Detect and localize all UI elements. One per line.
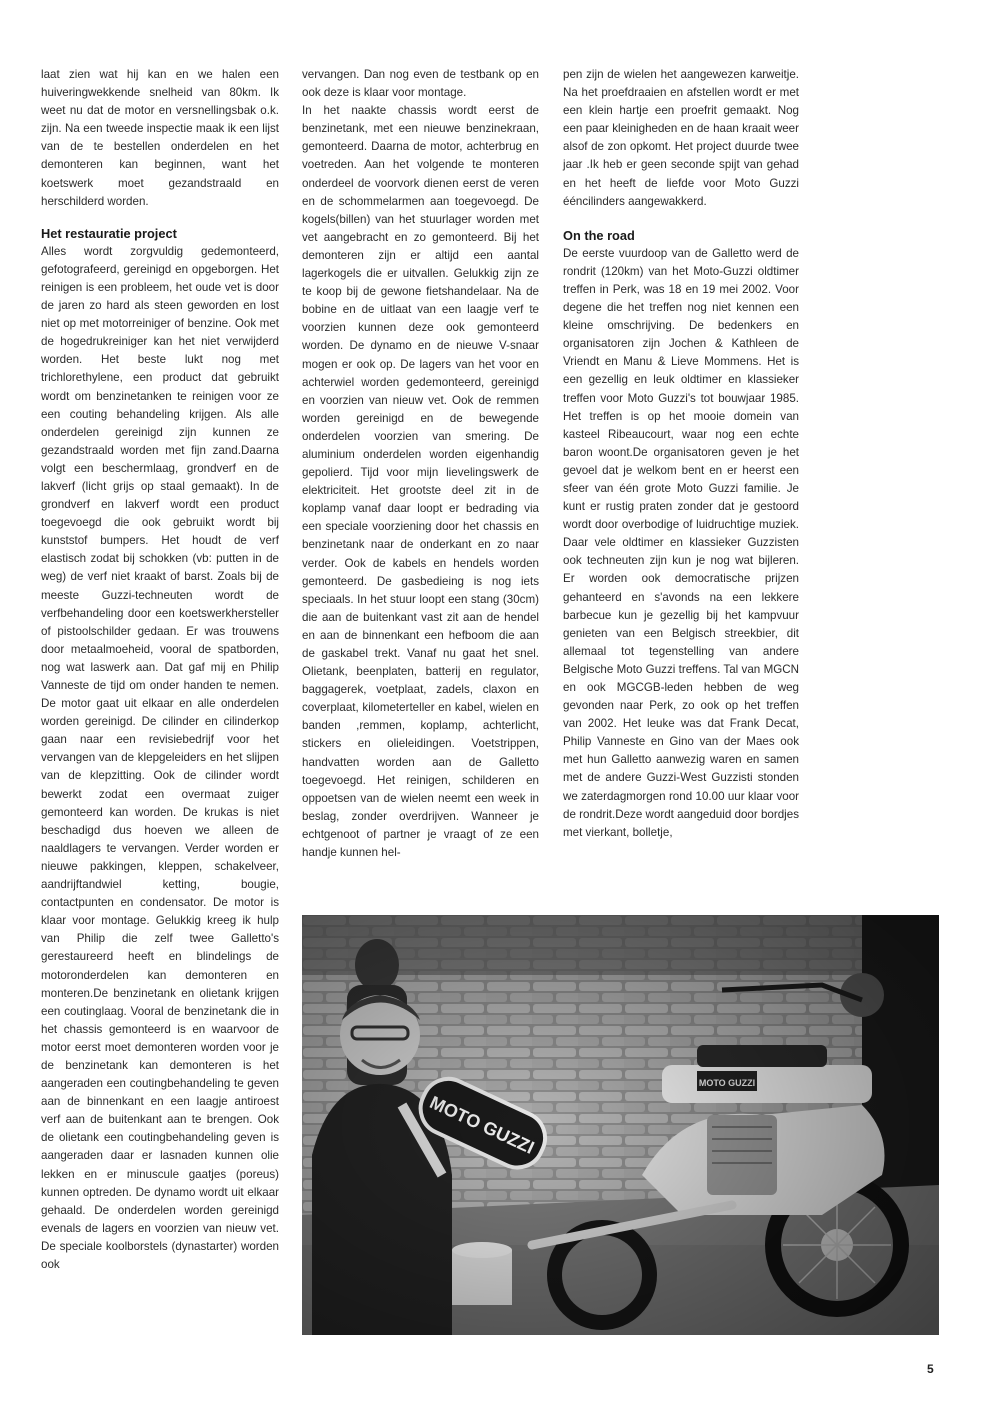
paragraph: pen zijn de wielen het aangewezen karweitje. Na het proefdraaien en afstellen wordt er met een klein hartje een proefrit gemaakt. Nog een paar kleinigheden en de haan kraait weer alsof de zon opkomt. Het project duurde twee jaar .Ik heb er geen seconde spijt van gehad en het heeft de liefde voor Moto Guzzi ééncilinders aangewakkerd.: [563, 68, 799, 208]
section-heading-restauratie: Het restauratie project: [41, 225, 177, 241]
paragraph: vervangen. Dan nog even de testbank op en ook deze is klaar voor montage.: [302, 68, 539, 100]
text-column-3: [563, 66, 799, 842]
paragraph: In het naakte chassis wordt eerst de benzinetank, met een nieuwe benzinekraan, gemonteerd. Daarna de motor, achterbrug en voetreden. Aan het volgende te monteren onderdeel de voorvork dienen eerst de veren en de schommelarmen aan toegevoegd. De kogels(billen) van het stuurlager worden met vet aangebracht en zo gemonteerd. Bij het demonteren zijn er altijd een aantal lagerkogels die er uitvallen. Gelukkig zijn ze te koop bij de gewone fietshandelaar. Na de bobine en de uitlaat van een laagje verf te voorzien kunnen deze ook gemonteerd worden. De dynamo en de nieuwe V-snaar mogen er ook op. De lagers van het voor en achterwiel worden gedemonteerd, gereinigd en voorzien van nieuw vet. Ook de remmen worden gereinigd en de bewegende onderdelen voorzien van smering. De aluminium onderdelen worden eigenhandig gepolierd. Tijd voor mijn lievelingswerk de elektriciteit. Het grootste deel zit in de koplamp vanaf daar loopt er bedrading via een speciale voorziening door het chassis en benzinetank naar de onderkant en zo naar verder. Ook de kabels en hendels worden gemonteerd. De gasbedieing is nog iets speciaals. In het stuur loopt een stang (30cm) die aan de buitenkant vast zit aan de hendel en aan de binnenkant een hefboom die aan de gaskabel trekt. Vanaf nu gaat het snel. Olietank, beenplaten, batterij en regulator, baggagerek, voetplaat, zadels, claxon en coverplaat, kilometerteller en kabel, wielen en banden ,remmen, koplamp, achterlicht, stickers en olieleidingen. Voetstrippen, handvatten worden aan de Galletto toegevoegd. Het reinigen, schilderen en oppoetsen van de wielen neemt een week in beslag, zonder overdrijven. Wanneer je echtgenoot of partner je vraagt of ze een handje kunnen hel-: [302, 104, 539, 860]
text-column-1: [41, 66, 279, 1274]
page-number: 5: [927, 1362, 934, 1376]
section-heading-on-the-road: On the road: [563, 227, 635, 243]
text-column-2: [302, 66, 539, 862]
motorcycle-photo: [302, 915, 939, 1335]
paragraph: De eerste vuurdoop van de Galletto werd de rondrit (120km) van het Moto-Guzzi oldtimer treffen in Perk, was 18 en 19 mei 2002. Voor degene die het treffen nog niet kennen een kleine omschrijving. De bedenkers en organisatoren zijn Jochen & Kathleen de Vriendt en Manu & Lieve Mommens. Het is een gezellig en leuk oldtimer en klassieker treffen voor Moto Guzzi's tot bouwjaar 1985. Het treffen is op het mooie domein van kasteel Ribeaucourt, waar nog een echte baron woont.De organisatoren geven je het gevoel dat je welkom bent en er heerst een sfeer van één grote Moto Guzzi familie. Je kunt er rustig praten zonder dat je gestoord wordt door overbodige of luidruchtige muziek. Daar vele oldtimer en klassieker Guzzisten ook techneuten zijn kun je nog wat bijleren. Er worden ook democratische prijzen gehanteerd en s'avonds na een lekkere barbecue kun je gezellig bij het kampvuur genieten van een Belgisch streekbier, dit allemaal tot tegenstelling van andere Belgische Moto Guzzi treffens. Tal van MGCN en ook MGCGB-leden hebben de weg gevonden naar Perk, zo ook op het treffen van 2002. Het leuke was dat Frank Decat, Philip Vanneste en Gino van der Maes ook met hun Galletto aanwezig waren en samen met de andere Guzzi-West Guzzisti stonden we zaterdagmorgen rond 10.00 uur klaar voor de rondrit.Deze wordt aangeduid door bordjes met vierkant, bolletje,: [563, 246, 799, 839]
paragraph: laat zien wat hij kan en we halen een huiveringwekkende snelheid van 80km. Ik weet nu dat de motor en versnellingsbak o.k. zijn. Na een tweede inspectie maak ik een lijst van de te bestellen onderdelen en het demonteren kan beginnen, want het koetswerk moet gezandstraald en herschilderd worden.: [41, 68, 279, 208]
paragraph: Alles wordt zorgvuldig gedemonteerd, gefotografeerd, gereinigd en opgeborgen. Het reinigen is een probleem, het oude vet is door de jaren zo hard als steen geworden en lost niet op met motorreiniger of benzine. Ook met de hogedrukreiniger kan het niet verwijderd worden. Het beste lukt nog met trichlorethylene, een product dat gebruikt wordt om benzinetanken te reinigen voor ze een couting behandeling krijgen. Als alle onderdelen gereinigd zijn kunnen ze gezandstraald worden met fijn zand.Daarna volgt een beschermlaag, grondverf en de lakverf (licht grijs op staal gemaakt). In de grondverf en lakverf wordt een product toegevoegd die ook gebruikt wordt bij kunststof bumpers. Het houdt de verf elastisch zodat bij schokken (vb: putten in de weg) de verf niet kraakt of barst. Zoals bij de meeste Guzzi-techneuten wordt de verfbehandeling door een koetswerkhersteller of pistoolschilder gedaan. Er was trouwens door metaalmoeheid, vooral de spatborden, nog wat laswerk aan. Dat gaf mij en Philip Vanneste de tijd om onder handen te nemen. De motor gaat uit elkaar en alle onderdelen worden gereinigd. De cilinder en cilinderkop gaan naar een revisiebedrijf voor het vervangen van de klepgeleiders en het slijpen van de klepzitting. Ook de cilinder wordt bewerkt zodat een overmaat zuiger gemonteerd kan worden. De krukas is niet beschadigd dus hoeven we alleen de naaldlagers te vervangen. Verder worden er nieuwe pakkingen, kleppen, schakelveer, aandrijftandwiel ketting, bougie, contactpunten en condensator. De motor is klaar voor montage. Gelukkig kreeg ik hulp van Philip die zelf twee Galletto's gerestaureerd heeft en blindelings de motoronderdelen kan demonteren en monteren.De benzinetank en olietank krijgen een coutinglaag. Vooral de benzinetank die in het chassis gemonteerd is en waarvoor de motor eerst moet demonteren worden voor je de benzinetank kan demonteren is het aangeraden een coutingbehandeling te geven aan de binnenkant en een laagje antiroest verf aan de buitenkant aan te brengen. Ook de olietank een coutingbehandeling geven is aangeraden daar er lasnaden kunnen olie lekken en er minuscule gaatjes (poreus) kunnen optreden. De dynamo wordt uit elkaar gehaald. De onderdelen worden gereinigd evenals de lagers en voorzien van nieuw vet. De speciale koolborstels (dynastarter) worden ook: [41, 244, 279, 1271]
motorcycle-photo-illustration: [302, 915, 939, 1335]
